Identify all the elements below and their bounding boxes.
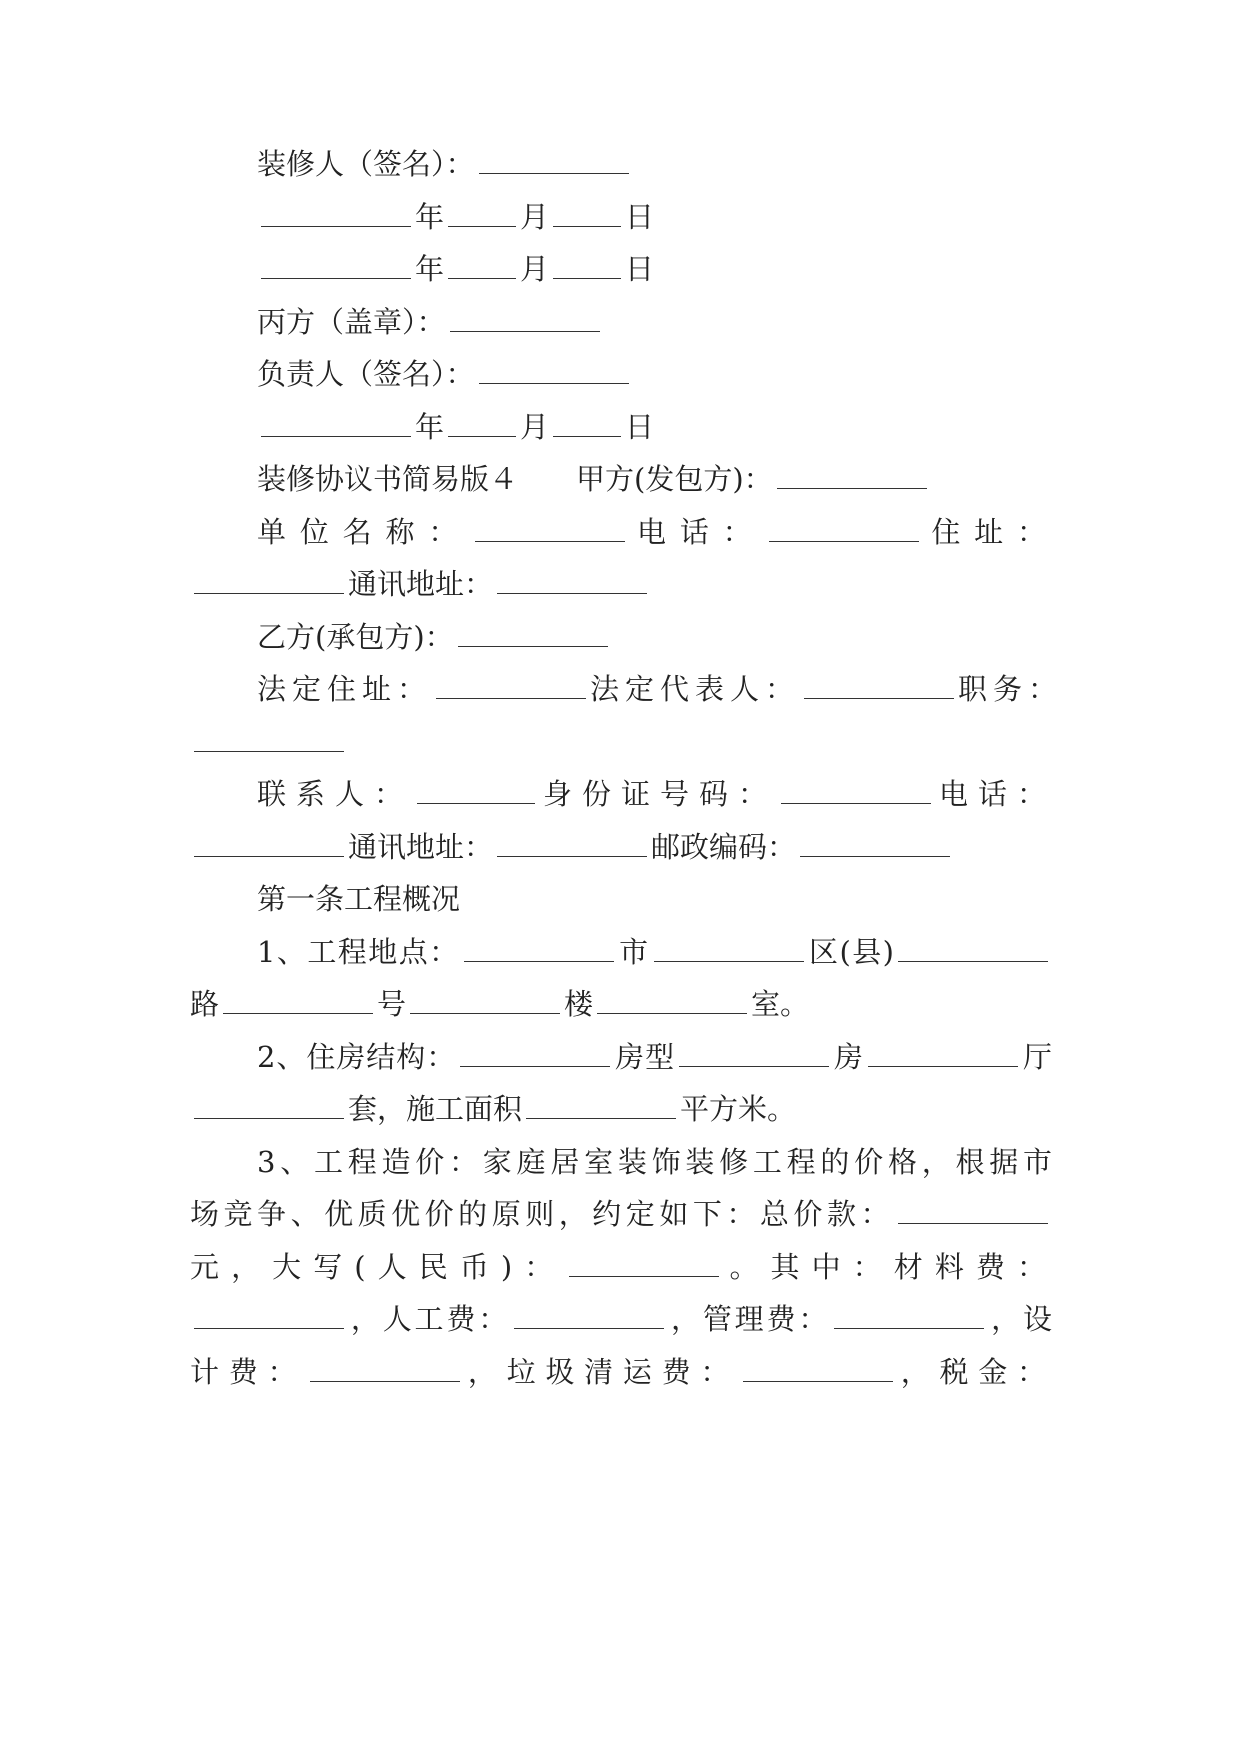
line-text: 3、工程造价：家庭居室装饰装修工程的价格，根据市 xyxy=(257,1145,1052,1179)
line-project-location-cont xyxy=(190,982,1052,1026)
line-text: 负责人（签名）： xyxy=(257,357,475,391)
fill-in-blank[interactable] xyxy=(800,828,950,857)
line-text: 场竞争、优质优价的原则，约定如下：总价款： xyxy=(190,1197,894,1231)
line-text: 套，施工面积 xyxy=(348,1092,523,1126)
line-text: ，税金： xyxy=(897,1355,1052,1389)
fill-in-blank[interactable] xyxy=(526,1090,676,1119)
line-renovator-signature xyxy=(257,142,1052,186)
line-position-blank xyxy=(190,720,1052,764)
line-text: 室。 xyxy=(751,987,810,1021)
line-text: 丙方（盖章）： xyxy=(257,305,446,339)
fill-in-blank[interactable] xyxy=(410,985,560,1014)
line-agreement-title-party-a xyxy=(257,457,1052,501)
line-project-cost xyxy=(257,1140,1052,1184)
fill-in-blank[interactable] xyxy=(417,775,535,804)
fill-in-blank[interactable] xyxy=(834,1300,984,1329)
fill-in-blank[interactable] xyxy=(448,250,516,279)
fill-in-blank[interactable] xyxy=(597,985,747,1014)
fill-in-blank[interactable] xyxy=(769,513,919,542)
fill-in-blank[interactable] xyxy=(448,198,516,227)
fill-in-blank[interactable] xyxy=(194,828,344,857)
fill-in-blank[interactable] xyxy=(781,775,931,804)
line-uppercase-material xyxy=(190,1245,1052,1289)
fill-in-blank[interactable] xyxy=(479,145,629,174)
fill-in-blank[interactable] xyxy=(448,408,516,437)
line-text: 日 xyxy=(625,200,655,234)
line-labor-management xyxy=(190,1297,1052,1341)
line-text: 职务： xyxy=(958,672,1064,706)
line-text: ，垃圾清运费： xyxy=(464,1355,740,1389)
line-text: 年 xyxy=(415,410,445,444)
fill-in-blank[interactable] xyxy=(497,828,647,857)
line-text: 单位名称： xyxy=(257,515,472,549)
line-text: 。其中：材料费： xyxy=(723,1250,1052,1284)
fill-in-blank[interactable] xyxy=(898,1195,1048,1224)
line-text: ，人工费： xyxy=(348,1302,511,1336)
line-date-1 xyxy=(257,195,1052,239)
fill-in-blank[interactable] xyxy=(679,1038,829,1067)
fill-in-blank[interactable] xyxy=(460,1038,610,1067)
line-contact-id-phone xyxy=(257,772,1052,816)
line-text: 市 xyxy=(617,935,650,969)
fill-in-blank[interactable] xyxy=(553,250,621,279)
fill-in-blank[interactable] xyxy=(310,1353,460,1382)
line-text: 电话： xyxy=(629,515,766,549)
line-project-location xyxy=(257,930,1052,974)
fill-in-blank[interactable] xyxy=(569,1248,719,1277)
fill-in-blank[interactable] xyxy=(654,933,804,962)
line-text: 厅 xyxy=(1022,1040,1052,1074)
fill-in-blank[interactable] xyxy=(194,723,344,752)
fill-in-blank[interactable] xyxy=(479,355,629,384)
line-unit-name-phone-address xyxy=(257,510,1052,554)
line-text: 楼 xyxy=(564,987,594,1021)
fill-in-blank[interactable] xyxy=(261,250,411,279)
line-text: 年 xyxy=(415,200,445,234)
fill-in-blank[interactable] xyxy=(458,618,608,647)
line-text: 通讯地址： xyxy=(348,567,494,601)
line-legal-address-representative xyxy=(257,667,1064,711)
line-text: 月 xyxy=(520,252,550,286)
line-text: 住址： xyxy=(923,515,1052,549)
fill-in-blank[interactable] xyxy=(497,565,647,594)
fill-in-blank[interactable] xyxy=(450,303,600,332)
line-text: 电话： xyxy=(934,777,1052,811)
fill-in-blank[interactable] xyxy=(261,198,411,227)
line-text: 月 xyxy=(520,200,550,234)
line-responsible-signature xyxy=(257,352,1052,396)
fill-in-blank[interactable] xyxy=(743,1353,893,1382)
line-text: 路 xyxy=(190,987,220,1021)
fill-in-blank[interactable] xyxy=(475,513,625,542)
fill-in-blank[interactable] xyxy=(777,460,927,489)
fill-in-blank[interactable] xyxy=(194,565,344,594)
line-text: 通讯地址： xyxy=(348,830,494,864)
fill-in-blank[interactable] xyxy=(553,198,621,227)
line-text: 身份证号码： xyxy=(539,777,777,811)
line-text: 装修人（签名）： xyxy=(257,147,475,181)
line-party-b xyxy=(257,615,1052,659)
line-party-c-seal xyxy=(257,300,1052,344)
line-text: 联系人： xyxy=(257,777,413,811)
fill-in-blank[interactable] xyxy=(194,1090,344,1119)
line-mailing-address-a xyxy=(190,562,1052,606)
fill-in-blank[interactable] xyxy=(804,670,954,699)
line-text: 日 xyxy=(625,410,655,444)
line-date-3 xyxy=(257,405,1052,449)
fill-in-blank[interactable] xyxy=(194,1300,344,1329)
fill-in-blank[interactable] xyxy=(464,933,614,962)
line-text: 乙方(承包方)： xyxy=(257,620,454,654)
line-text: 法定住址： xyxy=(257,672,433,706)
fill-in-blank[interactable] xyxy=(436,670,586,699)
fill-in-blank[interactable] xyxy=(261,408,411,437)
line-text: ，管理费： xyxy=(668,1302,831,1336)
line-text: 法定代表人： xyxy=(590,672,801,706)
line-design-garbage-tax xyxy=(190,1350,1052,1394)
fill-in-blank[interactable] xyxy=(553,408,621,437)
line-text: 2、住房结构： xyxy=(257,1040,457,1074)
fill-in-blank[interactable] xyxy=(223,985,373,1014)
line-text: 房型 xyxy=(614,1040,676,1074)
line-text: 1、工程地点： xyxy=(257,935,460,969)
line-housing-structure xyxy=(257,1035,1052,1079)
line-text: 年 xyxy=(415,252,445,286)
line-text: 装修协议书简易版４ 甲方(发包方)： xyxy=(257,462,773,496)
fill-in-blank[interactable] xyxy=(514,1300,664,1329)
line-text: ，设 xyxy=(988,1302,1052,1336)
line-text: 邮政编码： xyxy=(651,830,797,864)
line-text: 房 xyxy=(833,1040,865,1074)
line-mailing-postcode xyxy=(190,825,1052,869)
line-housing-area xyxy=(190,1087,1052,1131)
line-text: 月 xyxy=(520,410,550,444)
line-total-price xyxy=(190,1192,1052,1236)
line-text: 号 xyxy=(377,987,407,1021)
line-text: 日 xyxy=(625,252,655,286)
line-text: 第一条工程概况 xyxy=(257,882,461,916)
line-text: 计费： xyxy=(190,1355,307,1389)
line-text: 区(县) xyxy=(807,935,894,969)
line-article-1-heading xyxy=(257,877,1052,921)
line-text: 平方米。 xyxy=(680,1092,797,1126)
line-text: 元，大写(人民币)： xyxy=(190,1250,566,1284)
fill-in-blank[interactable] xyxy=(898,933,1048,962)
fill-in-blank[interactable] xyxy=(868,1038,1018,1067)
line-date-2 xyxy=(257,247,1052,291)
